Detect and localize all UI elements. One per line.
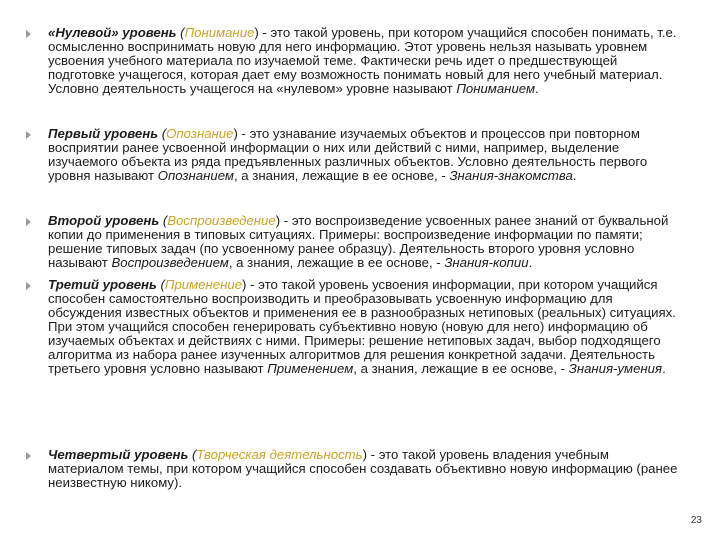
level-activity-name: Воспроизведением xyxy=(111,255,229,270)
sentence-end: . xyxy=(662,361,666,376)
level-activity-name: Пониманием xyxy=(456,81,536,96)
level-heading: Первый уровень xyxy=(48,126,159,141)
level-heading: Четвертый уровень xyxy=(48,447,189,462)
list-item-level-2 xyxy=(26,214,686,270)
level-term: Применение xyxy=(164,277,243,292)
level-term: Опознание xyxy=(166,126,234,141)
paragraph-level-0 xyxy=(48,26,686,96)
level-heading: Второй уровень xyxy=(48,213,160,228)
paragraph-level-2 xyxy=(48,214,686,270)
level-knowledge-name: Знания-копии xyxy=(444,255,529,270)
arrow-bullet-icon xyxy=(26,218,31,226)
paragraph-level-4 xyxy=(48,448,686,490)
paren-open: ( xyxy=(159,213,168,228)
level-term: Творческая деятельность xyxy=(196,447,363,462)
level-knowledge-name: Знания-умения xyxy=(568,361,663,376)
level-knowledge-intro: , а знания, лежащие в ее основе, - xyxy=(233,168,450,183)
level-heading: «Нулевой» уровень xyxy=(48,25,177,40)
level-description: ) - это такой уровень, при котором учащийся способен понимать, т.е. осмысленно воспринимать новую для него информацию. Этот уровень нельзя называть уровнем усвоения учебного материала по изучаемой теме. Фактически речь идет о предшествующей подготовке учащегося, которая дает ему возможность понимать новый для него учебный материал. Условно деятельность учащегося на «нулевом» уровне называют xyxy=(48,25,677,96)
page-number: 23 xyxy=(690,515,702,526)
level-knowledge-name: Знания-знакомства xyxy=(449,168,573,183)
arrow-bullet-icon xyxy=(26,30,31,38)
arrow-bullet-icon xyxy=(26,282,31,290)
level-description: ) - это такой уровень владения учебным материалом темы, при котором учащийся способен создавать объективно новую информацию (ранее неизвестную никому). xyxy=(48,447,678,490)
level-description: ) - это воспроизведение усвоенных ранее знаний от буквальной копии до применения в типовых ситуациях. Примеры: воспроизведение информации по памяти; решение типовых задач (по усвоенному ранее образцу). Деятельность второго уровня условно называют xyxy=(48,213,669,270)
level-knowledge-intro: , а знания, лежащие в ее основе, - xyxy=(353,361,569,376)
level-description: ) - это узнавание изучаемых объектов и процессов при повторном восприятии ранее усвоенной информации о них или действий с ними, например, выделение изучаемого объекта из ряда предъявленных различных объектов. Условно деятельность первого уровня называют xyxy=(48,126,648,183)
paragraph-level-1 xyxy=(48,127,686,183)
level-knowledge-intro: , а знания, лежащие в ее основе, - xyxy=(228,255,445,270)
list-item-level-1 xyxy=(26,127,686,183)
sentence-end: . xyxy=(528,255,533,270)
paragraph-level-3 xyxy=(48,278,686,376)
sentence-end: . xyxy=(535,81,539,96)
level-activity-name: Опознанием xyxy=(157,168,234,183)
list-item-level-4 xyxy=(26,448,686,490)
arrow-bullet-icon xyxy=(26,452,31,460)
level-term: Понимание xyxy=(184,25,255,40)
paren-open: ( xyxy=(176,25,185,40)
list-item-level-0 xyxy=(26,26,686,96)
paren-open: ( xyxy=(158,126,167,141)
level-description: ) - это такой уровень усвоения информации, при котором учащийся способен самостоятельно воспроизводить и преобразовывать усвоенную информацию для обсуждения известных объектов и применения ее в разнообразных нетиповых (реальных) ситуациях. При этом учащийся способен генерировать субъективно новую (новую для него) информацию об изучаемых объектах и действиях с ними. Примеры: решение нетиповых задач, выбор подходящего алгоритма из набора ранее изученных алгоритмов для решения конкретной задачи. Деятельность третьего уровня условно называют xyxy=(48,277,676,376)
level-term: Воспроизведение xyxy=(167,213,276,228)
list-item-level-3 xyxy=(26,278,686,376)
sentence-end: . xyxy=(572,168,577,183)
level-heading: Третий уровень xyxy=(48,277,157,292)
arrow-bullet-icon xyxy=(26,131,31,139)
paren-open: ( xyxy=(156,277,165,292)
level-activity-name: Применением xyxy=(267,361,354,376)
paren-open: ( xyxy=(188,447,197,462)
